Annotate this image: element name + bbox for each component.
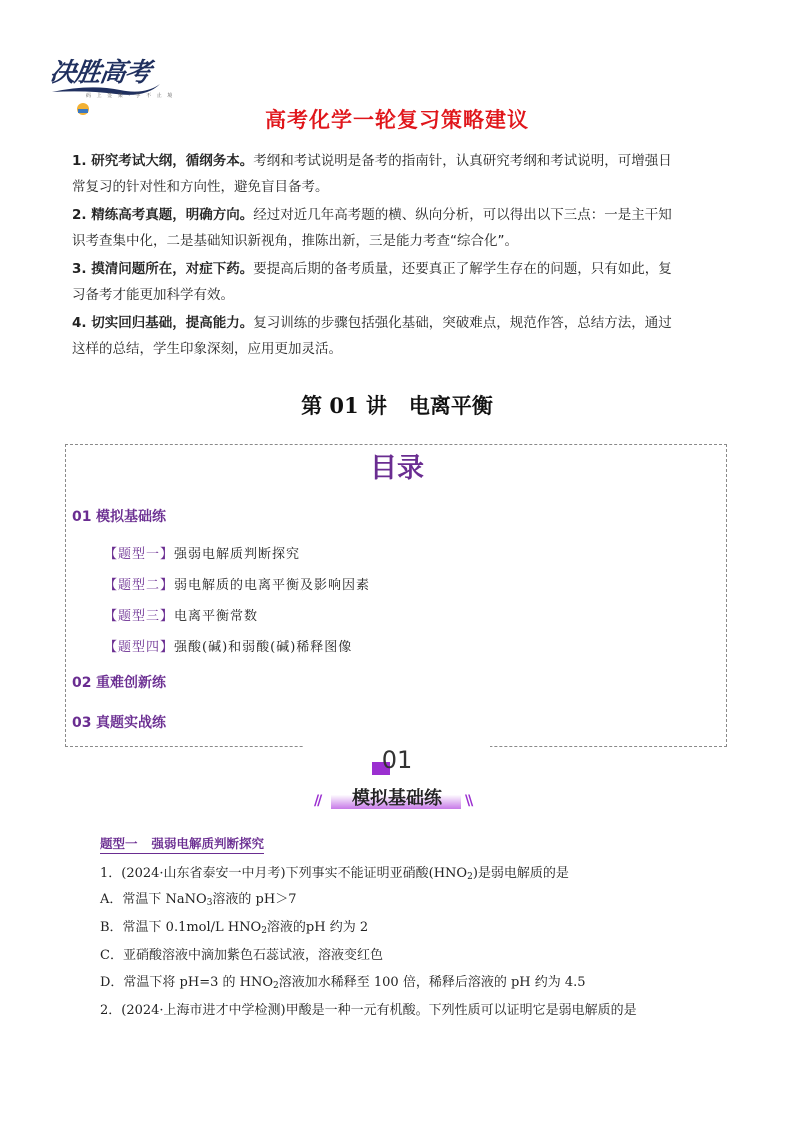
- toc-item-tag: 【题型二】: [104, 578, 175, 593]
- q-text: 溶液的pH 约为 2: [266, 920, 369, 935]
- toc-item-text: 强酸(碱)和弱酸(碱)稀释图像: [174, 640, 353, 655]
- toc-item-tag: 【题型三】: [104, 609, 175, 624]
- strategy-1: [72, 148, 728, 200]
- question-2-stem: 2．(2024·上海市进才中学检测)甲酸是一种一元有机酸。下列性质可以证明它是弱电解质的是: [100, 1003, 637, 1018]
- q-sub: 3: [206, 898, 213, 908]
- strategy-2: [72, 202, 728, 254]
- question-1-stem: [100, 862, 740, 882]
- logo-subtitle: 码 上 签 果 · 学 不 止 境: [86, 93, 175, 99]
- toc-box: [65, 444, 727, 747]
- q-text: D．常温下将 pH=3 的 HNO: [100, 975, 274, 990]
- section-title: 模拟基础练: [352, 788, 442, 809]
- question-1-option-c: C．亚硝酸溶液中滴加紫色石蕊试液，溶液变红色: [100, 948, 383, 963]
- q-text: B．常温下 0.1mol/L HNO: [100, 920, 262, 935]
- strategy-text: 要提高后期的备考质量，还要真正了解学生存在的问题，只有如此，复: [253, 261, 672, 277]
- deco-left-icon: //: [314, 793, 321, 809]
- strategy-lead: 3. 摸清问题所在，对症下药。: [72, 261, 254, 277]
- strategy-lead: 4. 切实回归基础，提高能力。: [72, 315, 254, 331]
- lesson-name: 电离平衡: [408, 393, 493, 418]
- q-text: 溶液的 pH＞7: [212, 892, 297, 907]
- toc-item-tag: 【题型四】: [104, 640, 175, 655]
- strategy-4: [72, 310, 728, 362]
- toc-section-label: 模拟基础练: [96, 509, 166, 525]
- toc-section-num: 02: [72, 675, 92, 691]
- toc-item-text: 电离平衡常数: [174, 609, 259, 624]
- lesson-heading: [0, 390, 794, 420]
- strategy-text: 常复习的针对性和方向性，避免盲目备考。: [72, 179, 329, 195]
- toc-item-2[interactable]: [104, 574, 370, 593]
- toc-section-1[interactable]: [72, 506, 166, 526]
- strategy-lead: 1. 研究考试大纲，循纲务本。: [72, 153, 254, 169]
- strategy-text: 习备考才能更加科学有效。: [72, 287, 234, 303]
- toc-section-label: 真题实战练: [96, 715, 166, 731]
- q-text: 1．(2024·山东省泰安一中月考)下列事实不能证明亚硝酸(HNO: [100, 866, 468, 881]
- toc-section-label: 重难创新练: [96, 675, 166, 691]
- q-text: A．常温下 NaNO: [100, 892, 207, 907]
- question-1-option-a: [100, 888, 740, 908]
- question-1-option-d: [100, 971, 740, 991]
- toc-section-num: 03: [72, 715, 92, 731]
- lesson-number: 第 01 讲: [301, 393, 387, 418]
- type-tag: 题型一: [100, 836, 138, 851]
- strategy-text: 识考查集中化，二是基础知识新视角，推陈出新，三是能力考查“综合化”。: [72, 233, 518, 249]
- q-sub: 2: [273, 981, 279, 991]
- page-title: 高考化学一轮复习策略建议: [265, 108, 529, 132]
- strategy-3: [72, 256, 728, 308]
- toc-item-1[interactable]: [104, 543, 300, 562]
- toc-section-2[interactable]: [72, 672, 166, 692]
- deco-right-icon: \\: [465, 793, 472, 809]
- toc-item-3[interactable]: [104, 605, 258, 624]
- toc-item-text: 强弱电解质判断探究: [174, 547, 301, 562]
- strategy-lead: 2. 精练高考真题，明确方向。: [72, 207, 254, 223]
- q-sub: 2: [261, 926, 267, 936]
- section-number: 01: [381, 746, 413, 774]
- toc-item-4[interactable]: [104, 636, 352, 655]
- toc-section-num: 01: [72, 509, 92, 525]
- type-heading: [100, 834, 264, 854]
- logo-text: 决胜高考: [47, 58, 152, 88]
- question-1-option-b: [100, 916, 740, 936]
- strategy-text: 考纲和考试说明是备考的指南针，认真研究考纲和考试说明，可增强日: [253, 153, 672, 169]
- strategy-text: 经过对近几年高考题的横、纵向分析，可以得出以下三点：一是主干知: [253, 207, 672, 223]
- toc-section-3[interactable]: [72, 712, 166, 732]
- type-text: 强弱电解质判断探究: [151, 836, 265, 851]
- toc-item-tag: 【题型一】: [104, 547, 175, 562]
- q-sub: 2: [467, 872, 473, 882]
- strategy-text: 复习训练的步骤包括强化基础，突破难点，规范作答，总结方法，通过: [253, 315, 672, 331]
- q-text: 溶液加水稀释至 100 倍，稀释后溶液的 pH 约为 4.5: [278, 975, 586, 990]
- toc-title: 目录: [370, 453, 424, 484]
- strategy-text: 这样的总结，学生印象深刻，应用更加灵活。: [72, 341, 342, 357]
- toc-item-text: 弱电解质的电离平衡及影响因素: [174, 578, 371, 593]
- q-text: )是弱电解质的是: [472, 866, 569, 881]
